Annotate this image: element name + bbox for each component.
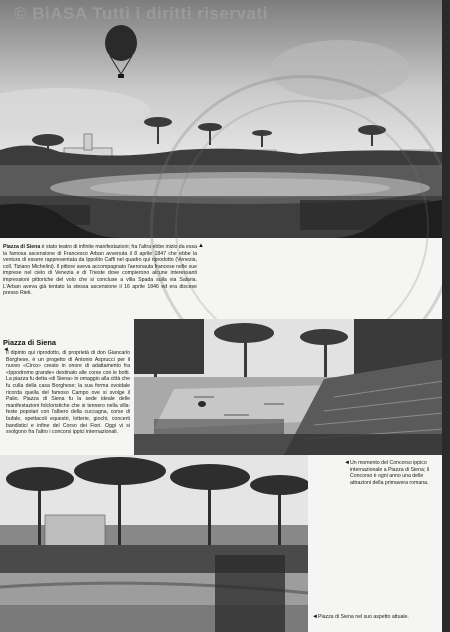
section-body: Il dipinto qui riprodotto, di proprietà di don Giancarlo Borghese, è un progetto di Antonio Asprucci per il nuovo «Circo» creato in onore di adattamento fra «Ippodromo grande» destinato alle corse con le botti. La piazza fu detta «di Siena» in omaggio alla città che fu culla della casa Borghese; la sua forma ovoidale ricorda quella del famoso Campo ove si svolge il Palio. Piazza di Siena fu la sede ideale delle manifestazioni folcloristiche che si tennero nella villa: feste popolari con l'albero della cuccagna, corse di bufale, spettacoli equestri, lotterie, giochi, concerti bandistici e infine del Corso dei Fiori. Oggi vi si svolgono fra l'altro i concorsi ippici internazionali. <box>6 350 131 436</box>
caption-horse-show: Un momento del Concorso ippico internazionale a Piazza di Siena; il Concorso è ogni anno una delle attrazioni della primavera romana. <box>350 460 430 486</box>
photo-horse-show <box>134 319 444 455</box>
binding-edge <box>442 0 450 632</box>
caption-painting <box>3 244 197 297</box>
triangle-left-marker-bottom: ◄ <box>312 614 318 620</box>
caption-painting-title: Piazza di Siena <box>3 244 41 250</box>
section-heading: Piazza di Siena <box>3 338 56 347</box>
archive-stamp-inner-ring <box>175 100 429 354</box>
triangle-up-marker: ▲ <box>198 243 204 249</box>
triangle-left-marker-right: ◄ <box>344 460 350 466</box>
caption-park: Piazza di Siena nel suo aspetto attuale. <box>318 614 409 620</box>
triangle-left-marker: ◄ <box>3 347 9 353</box>
copyright-watermark: © BiASA Tutti i diritti riservati <box>14 4 268 23</box>
caption-painting-text: è stato teatro di infinite manifestazioni; fra l'altra ebbe inizio da essa la famosa ascensione di Francesco Arban avvenuta il 8 aprile 1847 che ebbe la ventura di essere rappresentata da Ippolito Caffi nel quadro qui riprodotto (Venezia, coll. Tiziano Michelini). Il pittore aveva accompagnato l'aeronauta francese nelle sue imprese nel cielo di Venezia e di Trieste dove compierono alcune interessanti impressioni pittoriche del volo che si concluse a villa Spada sulla via Salaria. L'Arban aveva già tentato la stessa ascensione il 16 aprile 1846 ed era discese presso Rieti. <box>3 244 197 297</box>
photo-park-today <box>0 455 308 632</box>
